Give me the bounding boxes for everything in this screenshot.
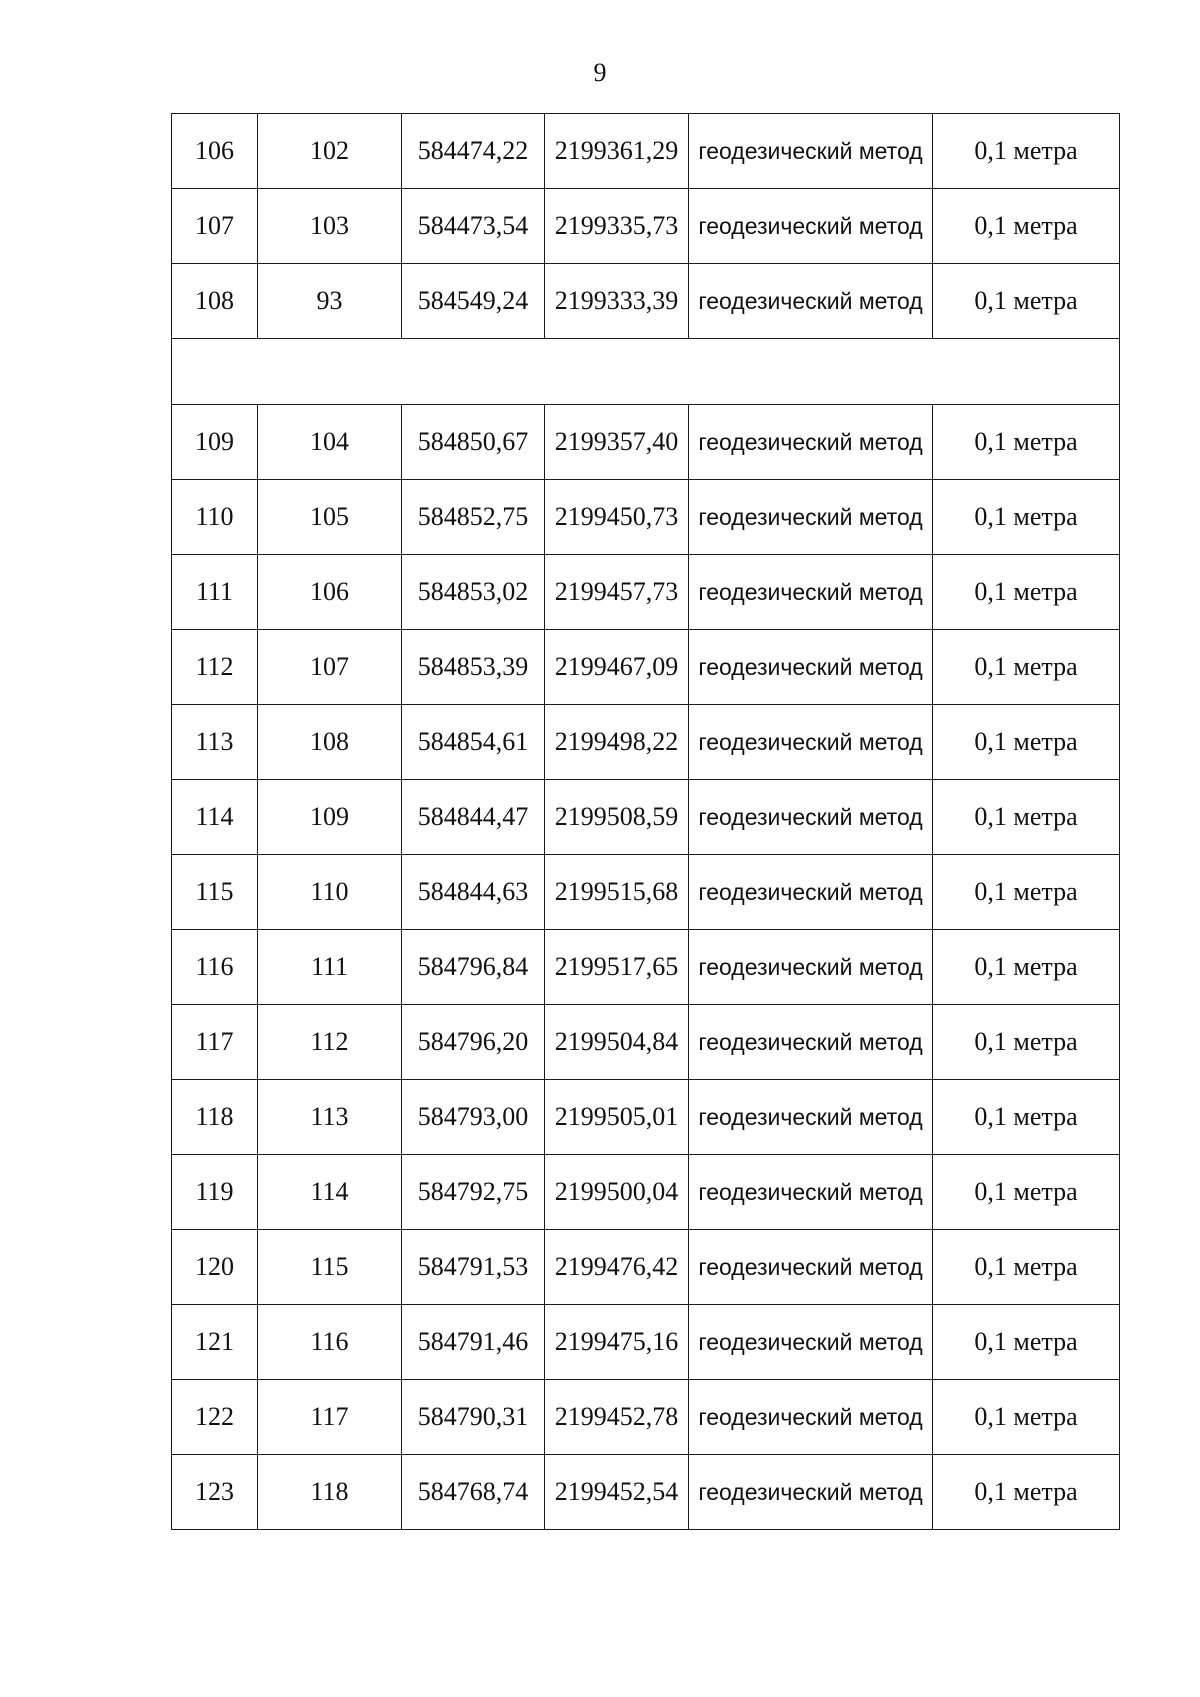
y-coordinate-cell: 2199500,04 <box>545 1155 689 1230</box>
method-cell: геодезический метод <box>689 780 933 855</box>
table-row <box>172 555 1120 630</box>
x-coordinate-cell: 584793,00 <box>402 1080 545 1155</box>
x-coordinate-cell: 584792,75 <box>402 1155 545 1230</box>
row-index-cell: 107 <box>172 189 258 264</box>
table-row <box>172 1230 1120 1305</box>
accuracy-cell: 0,1 метра <box>933 405 1120 480</box>
row-index-cell: 116 <box>172 930 258 1005</box>
row-index-cell: 108 <box>172 264 258 339</box>
accuracy-cell: 0,1 метра <box>933 930 1120 1005</box>
row-index-cell: 114 <box>172 780 258 855</box>
point-number-cell: 114 <box>258 1155 402 1230</box>
point-number-cell: 110 <box>258 855 402 930</box>
table-row <box>172 630 1120 705</box>
method-cell: геодезический метод <box>689 930 933 1005</box>
point-number-cell: 103 <box>258 189 402 264</box>
table-row <box>172 930 1120 1005</box>
method-cell: геодезический метод <box>689 705 933 780</box>
point-number-cell: 118 <box>258 1455 402 1530</box>
x-coordinate-cell: 584768,74 <box>402 1455 545 1530</box>
table-row <box>172 480 1120 555</box>
x-coordinate-cell: 584852,75 <box>402 480 545 555</box>
row-index-cell: 110 <box>172 480 258 555</box>
y-coordinate-cell: 2199467,09 <box>545 630 689 705</box>
table-row <box>172 1380 1120 1455</box>
y-coordinate-cell: 2199452,78 <box>545 1380 689 1455</box>
row-index-cell: 117 <box>172 1005 258 1080</box>
x-coordinate-cell: 584850,67 <box>402 405 545 480</box>
point-number-cell: 111 <box>258 930 402 1005</box>
y-coordinate-cell: 2199361,29 <box>545 114 689 189</box>
accuracy-cell: 0,1 метра <box>933 1080 1120 1155</box>
empty-separator-cell <box>172 339 1120 405</box>
coordinates-table <box>171 113 1120 1530</box>
row-index-cell: 111 <box>172 555 258 630</box>
y-coordinate-cell: 2199476,42 <box>545 1230 689 1305</box>
table-row <box>172 1455 1120 1530</box>
x-coordinate-cell: 584791,46 <box>402 1305 545 1380</box>
point-number-cell: 117 <box>258 1380 402 1455</box>
x-coordinate-cell: 584791,53 <box>402 1230 545 1305</box>
row-index-cell: 122 <box>172 1380 258 1455</box>
x-coordinate-cell: 584473,54 <box>402 189 545 264</box>
point-number-cell: 116 <box>258 1305 402 1380</box>
accuracy-cell: 0,1 метра <box>933 855 1120 930</box>
accuracy-cell: 0,1 метра <box>933 705 1120 780</box>
accuracy-cell: 0,1 метра <box>933 780 1120 855</box>
accuracy-cell: 0,1 метра <box>933 1455 1120 1530</box>
y-coordinate-cell: 2199452,54 <box>545 1455 689 1530</box>
point-number-cell: 93 <box>258 264 402 339</box>
y-coordinate-cell: 2199517,65 <box>545 930 689 1005</box>
empty-separator-row <box>172 339 1120 405</box>
accuracy-cell: 0,1 метра <box>933 555 1120 630</box>
method-cell: геодезический метод <box>689 1005 933 1080</box>
accuracy-cell: 0,1 метра <box>933 114 1120 189</box>
table-row <box>172 405 1120 480</box>
method-cell: геодезический метод <box>689 630 933 705</box>
table-row <box>172 780 1120 855</box>
x-coordinate-cell: 584853,39 <box>402 630 545 705</box>
method-cell: геодезический метод <box>689 855 933 930</box>
table-row <box>172 1080 1120 1155</box>
accuracy-cell: 0,1 метра <box>933 189 1120 264</box>
row-index-cell: 123 <box>172 1455 258 1530</box>
x-coordinate-cell: 584844,63 <box>402 855 545 930</box>
table-row <box>172 1305 1120 1380</box>
table-row <box>172 189 1120 264</box>
row-index-cell: 106 <box>172 114 258 189</box>
point-number-cell: 115 <box>258 1230 402 1305</box>
point-number-cell: 112 <box>258 1005 402 1080</box>
method-cell: геодезический метод <box>689 1380 933 1455</box>
method-cell: геодезический метод <box>689 114 933 189</box>
method-cell: геодезический метод <box>689 1455 933 1530</box>
row-index-cell: 112 <box>172 630 258 705</box>
point-number-cell: 106 <box>258 555 402 630</box>
coordinates-table-body <box>172 114 1120 1530</box>
accuracy-cell: 0,1 метра <box>933 480 1120 555</box>
point-number-cell: 102 <box>258 114 402 189</box>
y-coordinate-cell: 2199475,16 <box>545 1305 689 1380</box>
accuracy-cell: 0,1 метра <box>933 1305 1120 1380</box>
y-coordinate-cell: 2199457,73 <box>545 555 689 630</box>
table-row <box>172 705 1120 780</box>
y-coordinate-cell: 2199504,84 <box>545 1005 689 1080</box>
y-coordinate-cell: 2199335,73 <box>545 189 689 264</box>
method-cell: геодезический метод <box>689 1230 933 1305</box>
row-index-cell: 121 <box>172 1305 258 1380</box>
accuracy-cell: 0,1 метра <box>933 1005 1120 1080</box>
x-coordinate-cell: 584796,84 <box>402 930 545 1005</box>
y-coordinate-cell: 2199505,01 <box>545 1080 689 1155</box>
x-coordinate-cell: 584549,24 <box>402 264 545 339</box>
x-coordinate-cell: 584853,02 <box>402 555 545 630</box>
accuracy-cell: 0,1 метра <box>933 630 1120 705</box>
method-cell: геодезический метод <box>689 264 933 339</box>
point-number-cell: 113 <box>258 1080 402 1155</box>
method-cell: геодезический метод <box>689 189 933 264</box>
x-coordinate-cell: 584790,31 <box>402 1380 545 1455</box>
accuracy-cell: 0,1 метра <box>933 1155 1120 1230</box>
point-number-cell: 105 <box>258 480 402 555</box>
y-coordinate-cell: 2199333,39 <box>545 264 689 339</box>
method-cell: геодезический метод <box>689 555 933 630</box>
method-cell: геодезический метод <box>689 1155 933 1230</box>
page-number: 9 <box>593 58 607 87</box>
y-coordinate-cell: 2199508,59 <box>545 780 689 855</box>
point-number-cell: 107 <box>258 630 402 705</box>
table-row <box>172 1005 1120 1080</box>
row-index-cell: 120 <box>172 1230 258 1305</box>
point-number-cell: 109 <box>258 780 402 855</box>
accuracy-cell: 0,1 метра <box>933 264 1120 339</box>
x-coordinate-cell: 584844,47 <box>402 780 545 855</box>
y-coordinate-cell: 2199450,73 <box>545 480 689 555</box>
table-row <box>172 114 1120 189</box>
accuracy-cell: 0,1 метра <box>933 1230 1120 1305</box>
x-coordinate-cell: 584474,22 <box>402 114 545 189</box>
table-row <box>172 1155 1120 1230</box>
accuracy-cell: 0,1 метра <box>933 1380 1120 1455</box>
x-coordinate-cell: 584854,61 <box>402 705 545 780</box>
y-coordinate-cell: 2199515,68 <box>545 855 689 930</box>
table-row <box>172 855 1120 930</box>
table-row <box>172 264 1120 339</box>
point-number-cell: 104 <box>258 405 402 480</box>
x-coordinate-cell: 584796,20 <box>402 1005 545 1080</box>
method-cell: геодезический метод <box>689 1080 933 1155</box>
row-index-cell: 113 <box>172 705 258 780</box>
method-cell: геодезический метод <box>689 405 933 480</box>
y-coordinate-cell: 2199498,22 <box>545 705 689 780</box>
row-index-cell: 109 <box>172 405 258 480</box>
method-cell: геодезический метод <box>689 1305 933 1380</box>
row-index-cell: 118 <box>172 1080 258 1155</box>
row-index-cell: 119 <box>172 1155 258 1230</box>
row-index-cell: 115 <box>172 855 258 930</box>
method-cell: геодезический метод <box>689 480 933 555</box>
point-number-cell: 108 <box>258 705 402 780</box>
y-coordinate-cell: 2199357,40 <box>545 405 689 480</box>
